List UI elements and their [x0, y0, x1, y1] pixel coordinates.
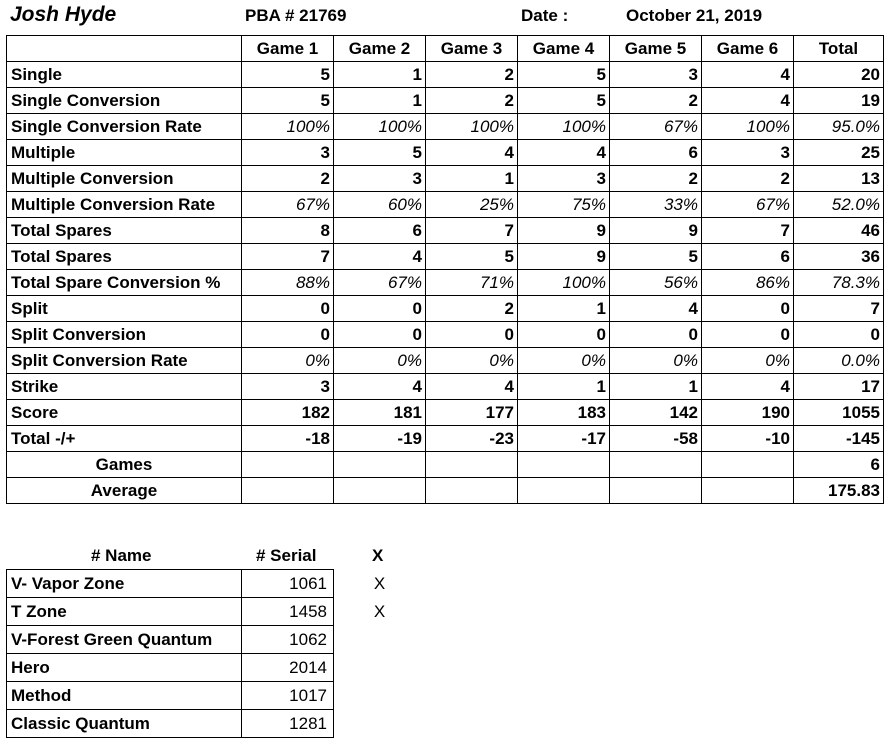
stat-row [7, 322, 884, 348]
stat-cell: 7 [702, 218, 794, 244]
stat-cell: 1055 [794, 400, 884, 426]
stat-cell: 67% [702, 192, 794, 218]
stat-cell: 5 [242, 88, 334, 114]
stat-row [7, 140, 884, 166]
summary-value: 6 [794, 452, 884, 478]
ball-serial-header: # Serial [256, 546, 317, 565]
ball-row [7, 626, 426, 654]
stat-cell: 177 [426, 400, 518, 426]
empty-cell [334, 452, 426, 478]
ball-name: V- Vapor Zone [7, 570, 242, 598]
stat-cell: 0% [242, 348, 334, 374]
stat-cell: 0 [702, 322, 794, 348]
stat-cell: 190 [702, 400, 794, 426]
stat-cell: 4 [426, 140, 518, 166]
empty-cell [242, 478, 334, 504]
summary-label: Average [7, 478, 242, 504]
stat-cell: 1 [518, 374, 610, 400]
stat-cell: 3 [334, 166, 426, 192]
stat-cell: 5 [518, 88, 610, 114]
stat-cell: 86% [702, 270, 794, 296]
ball-name: Method [7, 682, 242, 710]
ball-row [7, 598, 426, 626]
empty-cell [426, 452, 518, 478]
ball-serial: 1281 [242, 710, 334, 738]
stat-cell: 25% [426, 192, 518, 218]
stat-cell: 9 [610, 218, 702, 244]
stat-cell: 3 [702, 140, 794, 166]
stat-cell: 3 [518, 166, 610, 192]
stat-cell: 0 [334, 322, 426, 348]
header-row [7, 36, 884, 62]
stat-cell: 4 [702, 88, 794, 114]
stat-cell: 0 [334, 296, 426, 322]
row-label: Split Conversion [7, 322, 242, 348]
stat-cell: 8 [242, 218, 334, 244]
stat-row [7, 400, 884, 426]
stat-cell: 7 [242, 244, 334, 270]
stat-cell: 4 [518, 140, 610, 166]
row-label: Strike [7, 374, 242, 400]
empty-cell [702, 478, 794, 504]
stat-cell: 4 [334, 374, 426, 400]
stat-cell: 0 [242, 296, 334, 322]
stat-cell: 95.0% [794, 114, 884, 140]
column-header: Game 1 [242, 36, 334, 62]
stat-cell: 0 [610, 322, 702, 348]
ball-x-mark [334, 626, 426, 654]
stat-cell: 5 [518, 62, 610, 88]
ball-serial: 2014 [242, 654, 334, 682]
stat-cell: -58 [610, 426, 702, 452]
ball-x-mark: X [373, 601, 386, 621]
stat-cell: -23 [426, 426, 518, 452]
column-header: Total [794, 36, 884, 62]
stats-table [6, 35, 884, 504]
stat-row [7, 62, 884, 88]
ball-serial: 1017 [242, 682, 334, 710]
stat-row [7, 88, 884, 114]
ball-row [7, 570, 426, 598]
stat-cell: 7 [426, 218, 518, 244]
stat-cell: 5 [334, 140, 426, 166]
stat-cell: 0% [610, 348, 702, 374]
stat-cell: -19 [334, 426, 426, 452]
stat-cell: 67% [610, 114, 702, 140]
row-label: Total -/+ [7, 426, 242, 452]
stat-cell: 0 [794, 322, 884, 348]
row-label: Total Spare Conversion % [7, 270, 242, 296]
stat-cell: 78.3% [794, 270, 884, 296]
stat-cell: -17 [518, 426, 610, 452]
stat-cell: 2 [426, 296, 518, 322]
ball-name-header: # Name [91, 546, 152, 565]
row-label: Single Conversion [7, 88, 242, 114]
stat-cell: 100% [426, 114, 518, 140]
stat-cell: 6 [702, 244, 794, 270]
stat-cell: 33% [610, 192, 702, 218]
row-label: Split [7, 296, 242, 322]
stat-cell: 6 [610, 140, 702, 166]
stat-row [7, 270, 884, 296]
row-label: Multiple [7, 140, 242, 166]
stat-cell: 5 [610, 244, 702, 270]
summary-value: 175.83 [794, 478, 884, 504]
ball-row [7, 710, 426, 738]
column-header: Game 6 [702, 36, 794, 62]
stat-cell: 4 [702, 62, 794, 88]
stat-cell: 100% [334, 114, 426, 140]
ball-x-mark [334, 682, 426, 710]
stat-cell: 0% [334, 348, 426, 374]
stat-cell: 2 [702, 166, 794, 192]
stat-cell: 4 [702, 374, 794, 400]
ball-x-header: X [372, 546, 384, 565]
row-label: Score [7, 400, 242, 426]
games-row [7, 452, 884, 478]
stat-cell: 13 [794, 166, 884, 192]
stat-cell: 0% [702, 348, 794, 374]
row-label: Single Conversion Rate [7, 114, 242, 140]
stat-cell: 1 [518, 296, 610, 322]
stat-cell: 67% [242, 192, 334, 218]
ball-name: T Zone [7, 598, 242, 626]
date-value: October 21, 2019 [626, 6, 763, 25]
row-label: Multiple Conversion Rate [7, 192, 242, 218]
ball-x-mark: X [373, 573, 386, 593]
stat-cell: 52.0% [794, 192, 884, 218]
stat-cell: 100% [518, 270, 610, 296]
ball-serial: 1458 [242, 598, 334, 626]
pba-number: PBA # 21769 [245, 6, 347, 25]
stat-cell: 88% [242, 270, 334, 296]
stat-cell: 0.0% [794, 348, 884, 374]
stat-cell: 100% [242, 114, 334, 140]
ball-table [6, 569, 426, 738]
summary-label: Games [7, 452, 242, 478]
column-header: Game 5 [610, 36, 702, 62]
stat-cell: 2 [426, 88, 518, 114]
empty-cell [518, 452, 610, 478]
stat-cell: 4 [610, 296, 702, 322]
ball-serial: 1062 [242, 626, 334, 654]
stat-row [7, 426, 884, 452]
stat-cell: 4 [426, 374, 518, 400]
average-row [7, 478, 884, 504]
stat-cell: 2 [426, 62, 518, 88]
stat-cell: 2 [610, 88, 702, 114]
stat-cell: 5 [426, 244, 518, 270]
date-label: Date : [521, 6, 569, 25]
stat-row [7, 192, 884, 218]
empty-cell [242, 452, 334, 478]
ball-name: Hero [7, 654, 242, 682]
stat-row [7, 296, 884, 322]
ball-row [7, 682, 426, 710]
stat-cell: -18 [242, 426, 334, 452]
stat-cell: 100% [518, 114, 610, 140]
stat-cell: 0% [426, 348, 518, 374]
stat-cell: 0 [426, 322, 518, 348]
stat-cell: 75% [518, 192, 610, 218]
stat-cell: 36 [794, 244, 884, 270]
stat-row [7, 374, 884, 400]
stat-row [7, 166, 884, 192]
row-label: Split Conversion Rate [7, 348, 242, 374]
stat-cell: 2 [242, 166, 334, 192]
stat-cell: 183 [518, 400, 610, 426]
stat-cell: 0 [518, 322, 610, 348]
stat-cell: 181 [334, 400, 426, 426]
row-label: Single [7, 62, 242, 88]
header-corner [7, 36, 242, 62]
stat-row [7, 244, 884, 270]
ball-row [7, 654, 426, 682]
ball-name: V-Forest Green Quantum [7, 626, 242, 654]
stat-cell: -145 [794, 426, 884, 452]
ball-name: Classic Quantum [7, 710, 242, 738]
stat-cell: 182 [242, 400, 334, 426]
empty-cell [610, 478, 702, 504]
ball-serial: 1061 [242, 570, 334, 598]
stat-cell: 3 [610, 62, 702, 88]
stat-cell: 1 [426, 166, 518, 192]
stat-row [7, 114, 884, 140]
stat-cell: 100% [702, 114, 794, 140]
stat-cell: 20 [794, 62, 884, 88]
row-label: Total Spares [7, 244, 242, 270]
stat-cell: 46 [794, 218, 884, 244]
stat-cell: 0 [702, 296, 794, 322]
stat-cell: 56% [610, 270, 702, 296]
stat-cell: 71% [426, 270, 518, 296]
stat-cell: 3 [242, 374, 334, 400]
stat-cell: 0 [242, 322, 334, 348]
stat-cell: 0% [518, 348, 610, 374]
empty-cell [334, 478, 426, 504]
stat-row [7, 348, 884, 374]
column-header: Game 2 [334, 36, 426, 62]
stat-cell: 4 [334, 244, 426, 270]
stat-cell: 6 [334, 218, 426, 244]
stat-cell: 60% [334, 192, 426, 218]
stat-cell: 2 [610, 166, 702, 192]
stat-cell: 1 [334, 88, 426, 114]
stat-cell: 7 [794, 296, 884, 322]
stat-cell: 9 [518, 218, 610, 244]
ball-x-mark [334, 654, 426, 682]
stat-cell: 1 [610, 374, 702, 400]
empty-cell [610, 452, 702, 478]
column-header: Game 3 [426, 36, 518, 62]
bowler-name: Josh Hyde [10, 3, 117, 26]
stat-cell: 5 [242, 62, 334, 88]
stat-cell: 9 [518, 244, 610, 270]
stat-cell: -10 [702, 426, 794, 452]
stat-cell: 17 [794, 374, 884, 400]
stat-cell: 1 [334, 62, 426, 88]
empty-cell [518, 478, 610, 504]
ball-x-mark [334, 710, 426, 738]
row-label: Multiple Conversion [7, 166, 242, 192]
stat-cell: 142 [610, 400, 702, 426]
column-header: Game 4 [518, 36, 610, 62]
stat-cell: 67% [334, 270, 426, 296]
stat-cell: 25 [794, 140, 884, 166]
stat-cell: 19 [794, 88, 884, 114]
stat-cell: 3 [242, 140, 334, 166]
empty-cell [426, 478, 518, 504]
row-label: Total Spares [7, 218, 242, 244]
stat-row [7, 218, 884, 244]
empty-cell [702, 452, 794, 478]
